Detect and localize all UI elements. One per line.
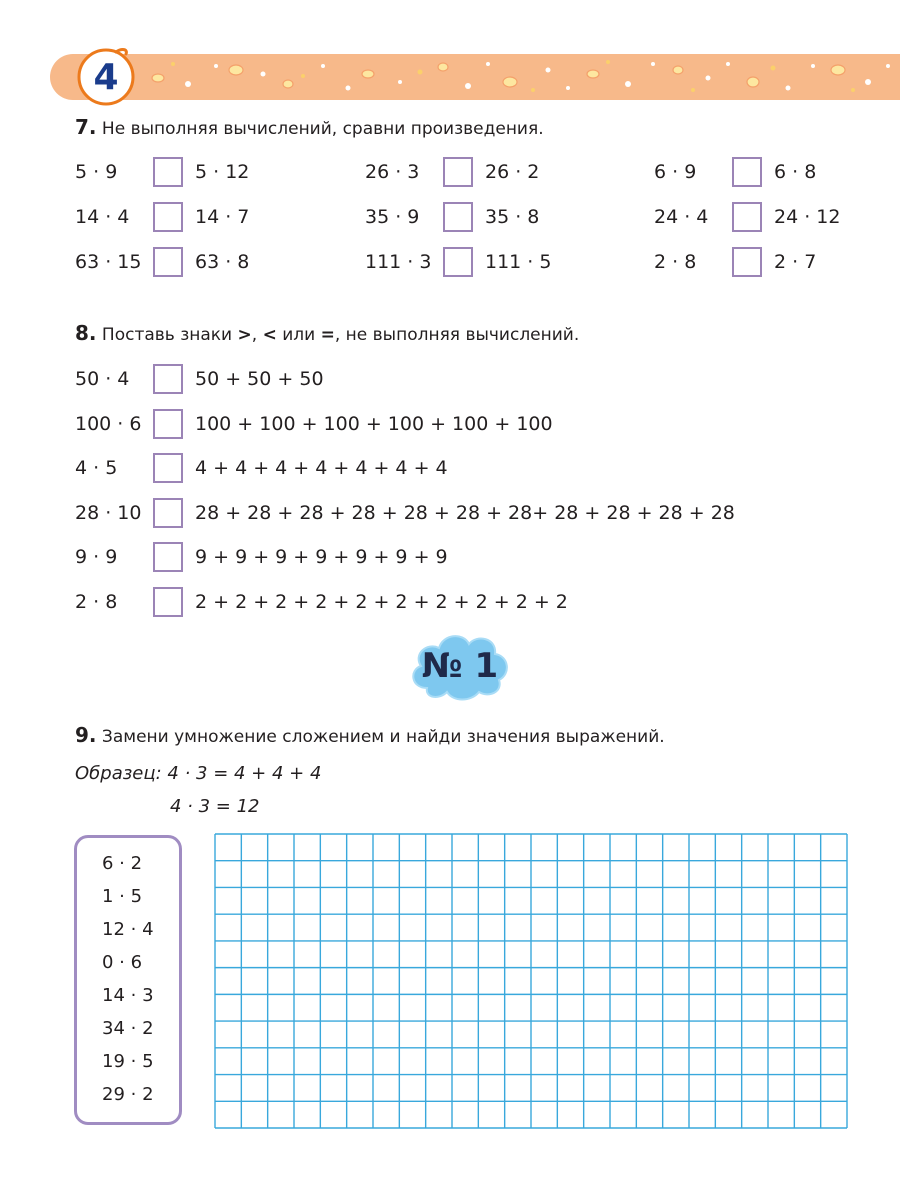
task9-title [75,724,665,748]
comparison-left: 50 · 4 [75,368,130,390]
comparison-right: 63 · 8 [195,251,250,273]
expression-item: 6 · 2 [102,853,143,874]
answer-box[interactable] [732,202,762,232]
task7-title [75,116,544,140]
task8-title [75,322,579,346]
comparison-right: 50 + 50 + 50 [195,368,324,390]
comparison-left: 24 · 4 [654,206,709,228]
answer-box[interactable] [153,453,183,483]
task9-number: 9. [75,723,97,747]
answer-box[interactable] [443,202,473,232]
sample-line-2: 4 · 3 = 12 [170,796,260,817]
comparison-left: 6 · 9 [654,161,697,183]
task8-instruction-part: Поставь знаки [101,325,238,345]
expression-item: 29 · 2 [102,1084,154,1105]
expression-item: 0 · 6 [102,952,143,973]
expression-item: 19 · 5 [102,1051,154,1072]
comparison-left: 63 · 15 [75,251,142,273]
comparison-right: 100 + 100 + 100 + 100 + 100 + 100 [195,413,553,435]
header-banner [48,52,900,102]
expression-item: 12 · 4 [102,919,154,940]
answer-box[interactable] [153,498,183,528]
comparison-right: 2 + 2 + 2 + 2 + 2 + 2 + 2 + 2 + 2 + 2 [195,591,568,613]
task7-instruction: Не выполняя вычислений, сравни произведения. [101,119,544,139]
comparison-right: 28 + 28 + 28 + 28 + 28 + 28 + 28+ 28 + 28 + 28 + 28 [195,502,735,524]
answer-box[interactable] [153,409,183,439]
comparison-left: 35 · 9 [365,206,420,228]
task8-number: 8. [75,321,97,345]
comparison-right: 24 · 12 [774,206,841,228]
task8-instruction-part: , не выполняя вычислений. [334,325,580,345]
comparison-right: 14 · 7 [195,206,250,228]
greater-sign: > [237,325,252,345]
answer-grid[interactable] [214,833,848,1129]
expression-item: 14 · 3 [102,985,154,1006]
expression-item: 1 · 5 [102,886,143,907]
comparison-left: 9 · 9 [75,546,118,568]
comparison-left: 5 · 9 [75,161,118,183]
comparison-left: 28 · 10 [75,502,142,524]
answer-box[interactable] [443,157,473,187]
comparison-right: 9 + 9 + 9 + 9 + 9 + 9 + 9 [195,546,448,568]
comparison-left: 100 · 6 [75,413,142,435]
comparison-left: 111 · 3 [365,251,432,273]
equal-sign: = [320,325,335,345]
comparison-left: 26 · 3 [365,161,420,183]
page-number: 4 [93,57,119,98]
expression-item: 34 · 2 [102,1018,154,1039]
comparison-left: 4 · 5 [75,457,118,479]
comparison-right: 2 · 7 [774,251,817,273]
comparison-right: 5 · 12 [195,161,250,183]
sample-line-1: Образец: 4 · 3 = 4 + 4 + 4 [75,763,322,784]
answer-box[interactable] [153,157,183,187]
answer-box[interactable] [153,542,183,572]
comparison-right: 6 · 8 [774,161,817,183]
answer-box[interactable] [153,587,183,617]
answer-box[interactable] [732,247,762,277]
task7-number: 7. [75,115,97,139]
comparison-right: 4 + 4 + 4 + 4 + 4 + 4 + 4 [195,457,448,479]
comparison-right: 35 · 8 [485,206,540,228]
less-sign: < [262,325,277,345]
answer-box[interactable] [443,247,473,277]
answer-box[interactable] [153,202,183,232]
answer-box[interactable] [153,247,183,277]
task8-instruction-part: , [251,325,263,345]
answer-box[interactable] [732,157,762,187]
expressions-box [74,835,182,1125]
answer-box[interactable] [153,364,183,394]
comparison-left: 2 · 8 [75,591,118,613]
comparison-right: 111 · 5 [485,251,552,273]
badge-label: № 1 [421,646,499,686]
comparison-left: 14 · 4 [75,206,130,228]
comparison-right: 26 · 2 [485,161,540,183]
task8-instruction-part: или [276,325,321,345]
task9-instruction: Замени умножение сложением и найди значения выражений. [101,727,665,747]
comparison-left: 2 · 8 [654,251,697,273]
